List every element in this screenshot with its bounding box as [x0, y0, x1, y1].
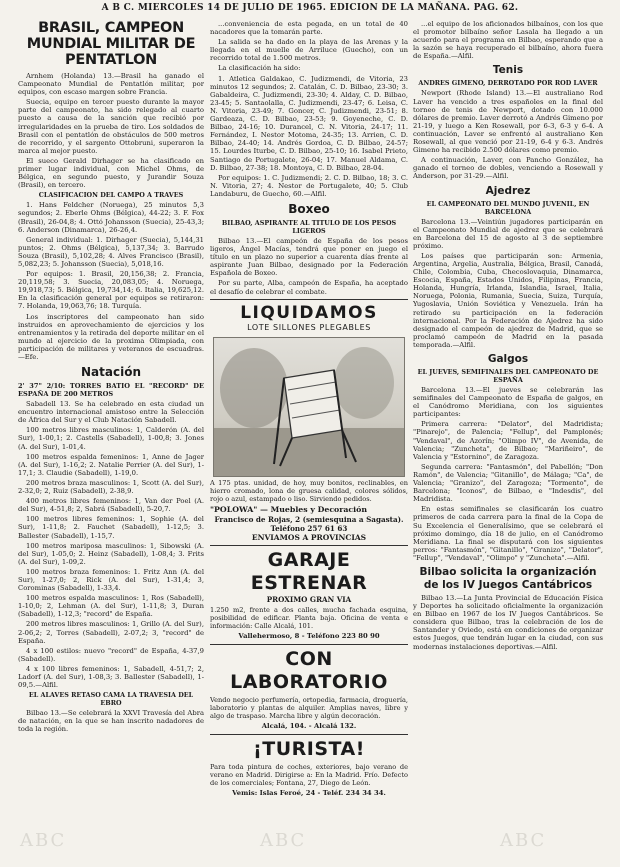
bilbao-headline: Bilbao solicita la organización de los IV Juegos Cantábricos [419, 565, 597, 591]
article-paragraph: Segunda carrera: "Fantasmón", del Pabellón; "Don Ramón", de Valencia; "Gitanillo", de Málaga; "Ca", de Valencia; "Granizo", del Zaragoza; "Tormento", de Barcelona; "Iconos", de Bilbao, e "Indesdis", del Madridista. [413, 462, 603, 504]
article-paragraph: 100 metros espalda masculinos: 1, Ros (Sabadell), 1-10,0; 2, Lehman (A. del Sur), 1-11,8; 3, Duran (Sabadell), 1-12,3; "record" de España. [18, 594, 204, 619]
article-paragraph: Bilbao 13.—El campeón de España de los pesos ligeros, Ángel Macías, tendrá que poner en juego el título en un plazo no superior a cuarenta días frente al aspirante Juan Bilbao, designado por la Federación Española de Boxeo. [210, 236, 408, 278]
column-left [18, 20, 204, 862]
ad-liquidamos [210, 303, 408, 542]
article-paragraph: 200 metros libres masculinos: 1, Grillo (A. del Sur), 2-06,2; 2, Torres (Sabadell), 2-07,2; 3, "record" de España. [18, 620, 204, 645]
article-paragraph: General individual: 1. Dirhager (Suecia), 5,144,31 puntos; 2. Ohms (Bélgica), 5,137,34; 3. Barrudo Souza (Brasil), 5,102,28; 4. Alves Francisco (Brasil), 5,082,23; 5. Johansson (Suecia), 5,018,16. [18, 235, 204, 268]
section-natacion: Natación [81, 365, 141, 380]
column-right [413, 20, 603, 862]
section-galgos: Galgos [487, 353, 529, 365]
ad-title: LIQUIDAMOS [240, 302, 378, 323]
boxing-lead: BILBAO, ASPIRANTE AL TITULO DE LOS PESOS LIGEROS [221, 218, 397, 235]
divider [210, 734, 408, 735]
article-paragraph: En estas semifinales se clasificarán los cuatro primeros de cada carrera para la final de la Copa de Su Excelencia el Generalísimo, que se celebrará el próximo domingo, día 18 de julio, en el Canódromo Meridiana. La final se disputará con los siguientes perros: "Fantasmón", "Gitanillo", "Granizo", "Delator", "Fellup", "Vendaval", "Olimpo" y "Zuncheta".—Alfil. [413, 505, 603, 562]
article-paragraph: Primera carrera: "Delator", del Madridista; "Pinarejo", de Palencia; "Fellup", del Pamplonés; "Vendaval", de Azorín; "Olimpo IV", de Avenida, de Valencia; "Zuncheta", de Bilbao; "Mariñeiro", de Valencia y "Estornino", de Zaragoza. [413, 420, 603, 461]
article-paragraph: 200 metros braza masculinos: 1, Scott (A. del Sur), 2-32,0; 2, Ruiz (Sabadell), 2-38,9. [18, 478, 204, 496]
article-paragraph: La salida se ha dado en la playa de las Arenas y la llegada en el muelle de Arriluce (Guecho), con un recorrido total de 1.500 metros. [210, 38, 408, 63]
ad-address: Vemis: Islas Feroé, 24 - Teléf. 234 34 34. [232, 788, 386, 797]
section-ajedrez: Ajedrez [485, 184, 531, 197]
abc-watermark: ABC [20, 830, 67, 851]
article-paragraph: 400 metros libres femeninos: 1, Van der Poel (A. del Sur), 4-51,8; 2, Sabrá (Sabadell), 5-20,7. [18, 497, 204, 514]
ad-brand-text: — [260, 504, 271, 514]
ad-subtitle: PROXIMO GRAN VIA [266, 594, 352, 604]
ad-laboratorio [210, 648, 408, 731]
article-paragraph: Barcelona 13.—Veintiún jugadores participarán en el Campeonato Mundial de ajedrez que se celebrará en Barcelona del 15 de agosto al 3 de septiembre próximo. [413, 217, 603, 250]
article-paragraph: Sabadell 13. Se ha celebrado en esta ciudad un encuentro internacional amistoso entre la Selección de África del Sur y el Club Natación Sabadell. [18, 400, 204, 425]
article-paragraph: Suecia, equipo en tercer puesto durante la mayor parte del campeonato, ha sido relegado al cuarto puesto a causa de la sanción que recibió por irregularidades en la prueba de tiro. Los soldados de Brasil con el pentatlón de obstáculos de 500 metros de recorrido, y el sargento Ottobruni, superaron la marca al mejor puesto. [18, 98, 204, 155]
ad-address: Alcalá, 104. - Alcalá 132. [261, 721, 357, 730]
page-header: A B C. MIERCOLES 14 DE JULIO DE 1965. EDICION DE LA MAÑANA. PAG. 62. [101, 3, 519, 13]
abc-watermark: ABC [500, 830, 547, 851]
section-boxeo: Boxeo [288, 201, 330, 216]
ad-title: ¡TURISTA! [253, 737, 365, 760]
folding-chair-photo [213, 337, 405, 477]
ad-brand: "POLOWA" [210, 504, 258, 514]
section-tenis: Tenis [492, 64, 524, 77]
chair-illustration [214, 338, 404, 476]
article-paragraph: Por equipos: 1. C. Judizmendi; 2. C. D. Bilbao, 18; 3. C. N. Vitoria, 27; 4. Nestor de Portugalete, 40; 5. Club Landaburu, de Guecho, 60.—Alfil. [210, 173, 408, 198]
ad-brand-line [210, 505, 408, 515]
column-middle [210, 20, 408, 862]
article-paragraph: Bilbao 13.—La Junta Provincial de Educación Física y Deportes ha solicitado oficialmente la organización en Bilbao en 1967 de los IV Juegos Cantábricos. Se considera que Bilbao, tras la celebración de los de Santander y Oviedo, está en condiciones de organizar estos Juegos, que tendrán lugar en la ciudad, con sus modernas instalaciones deportivas.—Alfil. [413, 593, 603, 651]
article-paragraph: 4 x 100 estilos: nuevo "record" de España, 4-37,9 (Sabadell). [18, 646, 204, 663]
headline-brasil: BRASIL, CAMPEON MUNDIAL MILITAR DE PENTATLON [26, 20, 196, 68]
article-paragraph: 100 metros braza femeninos: 1. Fritz Ann (A. del Sur), 1-27,0; 2, Rick (A. del Sur), 1-31,4; 3, Corominas (Sabadell), 1-33,4. [18, 567, 204, 593]
article-paragraph: Arnhem (Holanda) 13.—Brasil ha ganado el Campeonato Mundial de Pentatlón militar, por equipos, con escaso margen sobre Francia. [18, 72, 204, 97]
article-paragraph: Los inscriptores del campeonato han sido instruidos en aprovechamiento de ejercicios y los entrenamientos y la retirada del deporte militar en el mundo al ejercicio de la proxima Olimpiada, con participación de militares y veteranos de escuadras.—Efe. [18, 312, 204, 361]
ad-garaje [210, 549, 408, 641]
tennis-lead: ANDRES GIMENO, DERROTADO POR ROD LAVER [418, 79, 598, 88]
tree-shape [334, 347, 394, 419]
article-paragraph: 1. Atletica Galdakao, C. Judizmendi, de Vitoria, 23 minutos 12 segundos; 2. Catalán, C. D. Bilbao, 23-30; 3. Gabaldeira, C. Judizmendi, 23-30; 4. Alday, C. D. Bilbao, 23-45; 5. Santaolalla, C. Judizmendi, 23-47; 6. Leisa, C. N. Vitoria, 23-49; 7. Goncer, C. Judizmendi, 23-51; 8. Gardeaza, C. D. Bilbao, 23-53; 9. Goyeneche, C. D. Bilbao, 24-16; 10. Durancel, C. N. Vitoria, 24-17; 11. Fernández, I. Nestor Motoma, 24-35; 13. Arrien, C. D. Bilbao, 24-40; 14. Andrés Gordoa, C. D. Bilbao, 24-57; 15. Lourdes Iturbe, C. D. Bilbao, 25-10; 16. Isabel Prieto, Santiago de Portugalete, 26-04; 17. Manuel Aldama, C. D. Bilbao, 27-38; 18. Montoya, C. D. Bilbao, 28-04. [210, 74, 408, 172]
divider [210, 299, 408, 300]
abc-watermark: ABC [260, 830, 307, 851]
article-paragraph: 1. Hans Feldcher (Noruega), 25 minutos 5,3 segundos; 2. Eberle Ohms (Bélgica), 44-22; 3. F. Fox (Brasil), 26-04,8; 4. Ottó Johansson (Suecia), 25-43,3; 6. Anderson (Dinamarca), 26-26,4. [18, 201, 204, 234]
article-paragraph: 4 x 100 libres femeninos: 1, Sabadell, 4-51,7; 2, Ladorf (A. del Sur), 1-08,3; 3. Ballester (Sabadell), 1-09,5.—Alfil. [18, 664, 204, 690]
chess-lead: EL CAMPEONATO DEL MUNDO JUVENIL, EN BARCELONA [426, 199, 590, 216]
article-paragraph: A continuación, Laver, con Pancho González, ha ganado el torneo de dobles, venciendo a Rosewall y Anderson, por 31-29.—Alfil. [413, 156, 603, 181]
article-paragraph: 100 metros mariposa masculinos: 1, Sibowski (A. del Sur), 1-05,0; 2. Heinz (Sabadell), 1-08,4; 3. Frits (A. del Sur), 1-09,2. [18, 541, 204, 566]
tree-shape [220, 348, 288, 428]
article-paragraph: ...el equipo de los aficionados bilbaínos, con los que el promotor bilbaíno señor Lasala ha llegado a un acuerdo para el programa en Bilbao, esperando que a la sazón se haya recuperado el bilbaíno, ahora fuera de España.—Alfil. [413, 20, 603, 61]
ad-brand-desc: Muebles y Decoración [270, 504, 368, 514]
swim-lead: 2' 37" 2/10: TORRES BATIO EL "RECORD" DE ESPAÑA DE 200 METROS [18, 382, 204, 399]
galgos-lead: EL JUEVES, SEMIFINALES DEL CAMPEONATO DE ESPAÑA [417, 368, 599, 384]
article-paragraph: Bilbao 13.—Se celebrará la XXVI Travesía del Abra de natación, en la que se han inscrito nadadores de toda la región. [18, 709, 204, 734]
alaves-lead: EL ALAVES RETASO CAMA LA TRAVESIA DEL EBRO [28, 691, 194, 708]
ad-text: 1.250 m2, frente a dos calles, mucha fachada esquina, posibilidad de edificar. Planta baja. Oficina de venta e información: Calle Alcalá, 101. [210, 605, 408, 630]
ad-address: Francisco de Rojas, 2 (semiesquina a Sagasta). Teléfono 257 61 63 [214, 514, 404, 533]
article-paragraph: ...conveniencia de esta pegada, en un total de 40 nacadores que la tomarán parte. [210, 20, 408, 37]
article-paragraph: Los países que participarán son: Armenia, Argentina, Argelia, Australia, Bélgica, Brasil, Canadá, Chile, Colombia, Cuba, Checoslovaquia, Dinamarca, Escocia, España, Estados Unidos, Filipinas, Francia, Holanda, Hungría, Irlanda, Islandia, Israel, Italia, Noruega, Polonia, Rumania, Suecia, Suiza, Turquía, Yugoslavia, Unión Soviética y Venezuela. Irán ha retirado su participación en la federación internacional. Por la Federación de Ajedrez ha sido designado el campeón de ajedrez de Madrid, que se proclamó campeón de Madrid en la pasada temporada.—Alfil. [413, 251, 603, 349]
ad-address: Vallehermoso, 8 - Teléfono 223 80 90 [238, 631, 380, 640]
article-paragraph: Barcelona 13.—El jueves se celebrarán las semifinales del Campeonato de España de galgos, en el Canódromo Meridiana, con los siguientes participantes: [413, 386, 603, 419]
ad-shipping: ENVIAMOS A PROVINCIAS [251, 532, 367, 542]
article-paragraph: 100 metros espalda femeninos: 1, Anne de Jager (A. del Sur), 1-16,2; 2. Natalie Perrier (A. del Sur), 1-17,1; 3. Claudie (Sabadell), 1-19,0. [18, 452, 204, 477]
ad-turista [210, 738, 408, 798]
article-paragraph: Newport (Rhode Island) 13.—El australiano Rod Laver ha vencido a tres españoles en la final del torneo de tenis de Newport, dotado con 10.000 dólares de premio. Laver derrotó a Andrés Gimeno por 21-19, y luego a Ken Rosewall, por 6-3, 6-3 y 6-4. A continuación, Laver se enfrentó al australiano Ken Rosewall, al que venció por 21-19, 6-4 y 6-3. Andrés Gimeno ha recibido 2.500 dólares como premio. [413, 89, 603, 155]
ad-caption: A 175 ptas. unidad, de hoy, muy bonitos, reclinables, en hierro cromado, lona de gruesa calidad, colores sólidos, rojo o azul, estampado o liso. Sirviendo pedidos. [210, 478, 408, 503]
ad-title: GARAJE ESTRENAR [250, 548, 368, 594]
article-paragraph: El sueco Gerald Dirhager se ha clasificado en primer lugar individual, con Michel Ohms, de Bélgica, en segundo puesto, y Jurandir Souza (Brasil), en tercero. [18, 156, 204, 190]
divider [210, 644, 408, 645]
article-paragraph: 100 metros libres femeninos: 1, Sophie (A. del Sur), 1-11,8; 2. Fauchet (Sabadell), 1-12,5; 3. Ballester (Sabadell), 1-15,7. [18, 515, 204, 540]
article-paragraph: 100 metros libres masculinos: 1, Calderón (A. del Sur), 1-00,1; 2. Castells (Sabadell), 1-00,8; 3. Jones (A. del Sur), 1-01,4. [18, 426, 204, 451]
article-paragraph: La clasificación ha sido: [218, 64, 301, 73]
ad-subtitle: LOTE SILLONES PLEGABLES [247, 322, 371, 332]
article-paragraph: Por su parte, Alba, campeón de España, ha aceptado el desafío de celebrar el combate. [210, 279, 408, 296]
ad-title: CON LABORATORIO [230, 647, 388, 693]
article-paragraph: Por equipos: 1. Brasil, 20,156,38; 2. Francia, 20,119,58; 3. Suecia, 20,083,05; 4. Noruega, 19,918,73; 5. Bélgica, 19,734,14; 6. Italia, 19,625,12. En la clasificación general por equipos se retiraron: 7. Holanda, 19,063,76; 18. Turquía. [18, 270, 204, 311]
classification-title: CLASIFICACION DEL CAMPO A TRAVES [38, 191, 184, 200]
ad-text: Vendo negocio perfumería, ortopedia, farmacia, droguería, laboratorio y plantas de alquiler. Amplias naves, libre y algo de traspaso. Marcha libre y algún decoración. [210, 695, 408, 720]
ad-text: Para toda pintura de coches, exteriores, bajo verano de verano en Madrid. Dirigirse a: En la Madrid. Frío. Defecto de los comerciales; Fontana, 27, Diego de León. [210, 762, 408, 787]
divider [210, 545, 408, 546]
